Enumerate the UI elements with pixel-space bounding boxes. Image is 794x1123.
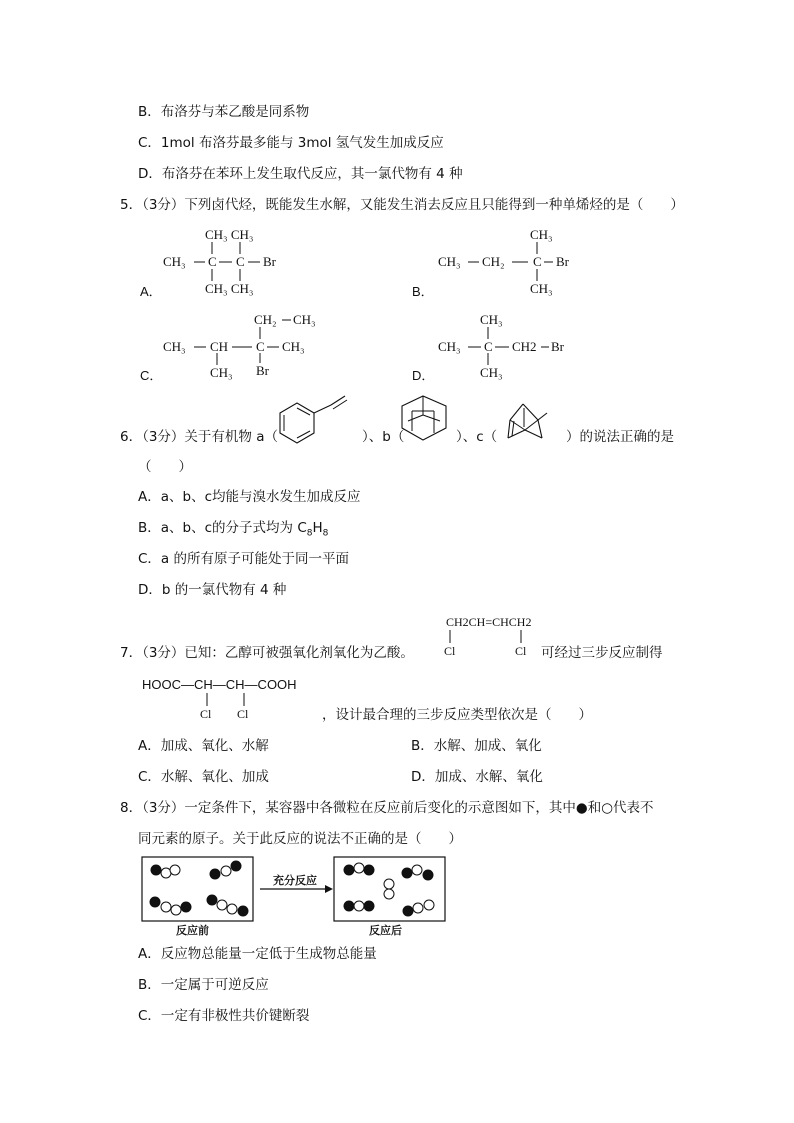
q5c-bot-left: CH₃: [210, 365, 233, 380]
q5d-bot: CH₃: [480, 365, 503, 380]
q6-stem-b: ）、b（: [362, 429, 405, 445]
q6-option-b: [138, 522, 328, 539]
q8-option-a: A．反应物总能量一定低于生成物总能量: [138, 946, 377, 962]
q5c-left: CH₃: [163, 339, 186, 354]
q6-option-b-h: H: [312, 520, 323, 536]
q6-option-d: D．b 的一氯代物有 4 种: [138, 582, 287, 598]
q8-stem-2: 同元素的原子。关于此反应的说法不正确的是（ ）: [138, 831, 462, 847]
q5-stem: 5．（3分）下列卤代烃，既能发生水解，又能发生消去反应且只能得到一种单烯烃的是（ ）: [120, 197, 684, 213]
q5a-top: CH₃ CH₃: [205, 227, 254, 242]
q6-stem-end: ）的说法正确的是: [566, 429, 674, 445]
q5a-br: Br: [263, 254, 276, 269]
q8-after-label: 反应后: [369, 924, 402, 937]
q5b-top: CH₃: [530, 227, 553, 242]
q4-option-b: B．布洛芬与苯乙酸是同系物: [138, 104, 310, 120]
q4-option-d: D．布洛芬在苯环上发生取代反应，其一氯代物有 4 种: [138, 166, 463, 182]
q6-stem-c: ）、c（: [456, 429, 498, 445]
q7-option-a: A．加成、氧化、水解: [138, 738, 269, 754]
q7-stem-a: 7．（3分）已知：乙醇可被强氧化剂氧化为乙酸。: [120, 645, 414, 661]
q5a-c1: C: [208, 254, 217, 269]
q7-product-cl1: Cl: [200, 707, 212, 721]
q5d-right: CH2: [512, 339, 537, 354]
q7-reactant-top: CH2CH=CHCH2: [446, 615, 532, 629]
q5c-top-right: CH₃: [293, 312, 316, 327]
q6-option-b-sub1: 8: [306, 528, 313, 539]
q8-arrow-label: 充分反应: [273, 874, 317, 887]
q5b-ch2: CH₂: [482, 254, 505, 269]
q5c-top: CH₂: [254, 312, 277, 327]
q6-paren: （ ）: [138, 459, 192, 475]
q5c-c: C: [256, 339, 265, 354]
q7-reactant-cl1: Cl: [444, 644, 456, 658]
q6-option-a: A．a、b、c均能与溴水发生加成反应: [138, 489, 361, 505]
q7-stem-c: ，设计最合理的三步反应类型依次是（ ）: [322, 707, 592, 723]
q5c-ch: CH: [210, 339, 229, 354]
q5a-bot: CH₃ CH₃: [205, 281, 254, 296]
q7-product-cl2: Cl: [237, 707, 249, 721]
q5d-c: C: [484, 339, 493, 354]
q7-reactant-cl2: Cl: [515, 644, 527, 658]
q5b-c: C: [533, 254, 542, 269]
q8-option-c: C．一定有非极性共价键断裂: [138, 1008, 310, 1024]
q6-stem-a: 6．（3分）关于有机物 a（: [120, 429, 278, 445]
q5b-bot: CH₃: [530, 281, 553, 296]
q5-label-a: A．: [140, 284, 162, 299]
q6-option-b-prefix: B．a、b、c的分子式均为 C: [138, 520, 307, 536]
q8-stem-1: 8．（3分）一定条件下，某容器中各微粒在反应前后变化的示意图如下，其中●和○代表不: [120, 800, 654, 816]
q4-option-c: C．1mol 布洛芬最多能与 3mol 氢气发生加成反应: [138, 135, 444, 151]
q7-option-d: D．加成、水解、氧化: [411, 769, 543, 785]
q6-option-b-sub2: 8: [322, 528, 329, 539]
q5d-top: CH₃: [480, 312, 503, 327]
q5b-left: CH₃: [438, 254, 461, 269]
q5b-br: Br: [556, 254, 569, 269]
q5a-c2: C: [236, 254, 245, 269]
q8-option-b: B．一定属于可逆反应: [138, 977, 269, 993]
q5c-right: CH₃: [282, 339, 305, 354]
q6-option-c: C．a 的所有原子可能处于同一平面: [138, 551, 349, 567]
q5a-mid-left: CH₃: [163, 254, 186, 269]
q7-option-b: B．水解、加成、氧化: [411, 738, 542, 754]
q5-label-d: D．: [412, 368, 435, 383]
q7-stem-b: 可经过三步反应制得: [541, 645, 663, 661]
q5d-left: CH₃: [438, 339, 461, 354]
q5-label-b: B．: [412, 284, 434, 299]
q7-product-top: HOOC—CH—CH—COOH: [142, 677, 297, 692]
q7-option-c: C．水解、氧化、加成: [138, 769, 269, 785]
q5-label-c: C．: [140, 368, 163, 383]
q5c-bot-br: Br: [256, 363, 269, 378]
q5d-br: Br: [551, 339, 564, 354]
q8-reaction-diagram: [0, 0, 1, 1]
q8-before-label: 反应前: [176, 924, 209, 937]
